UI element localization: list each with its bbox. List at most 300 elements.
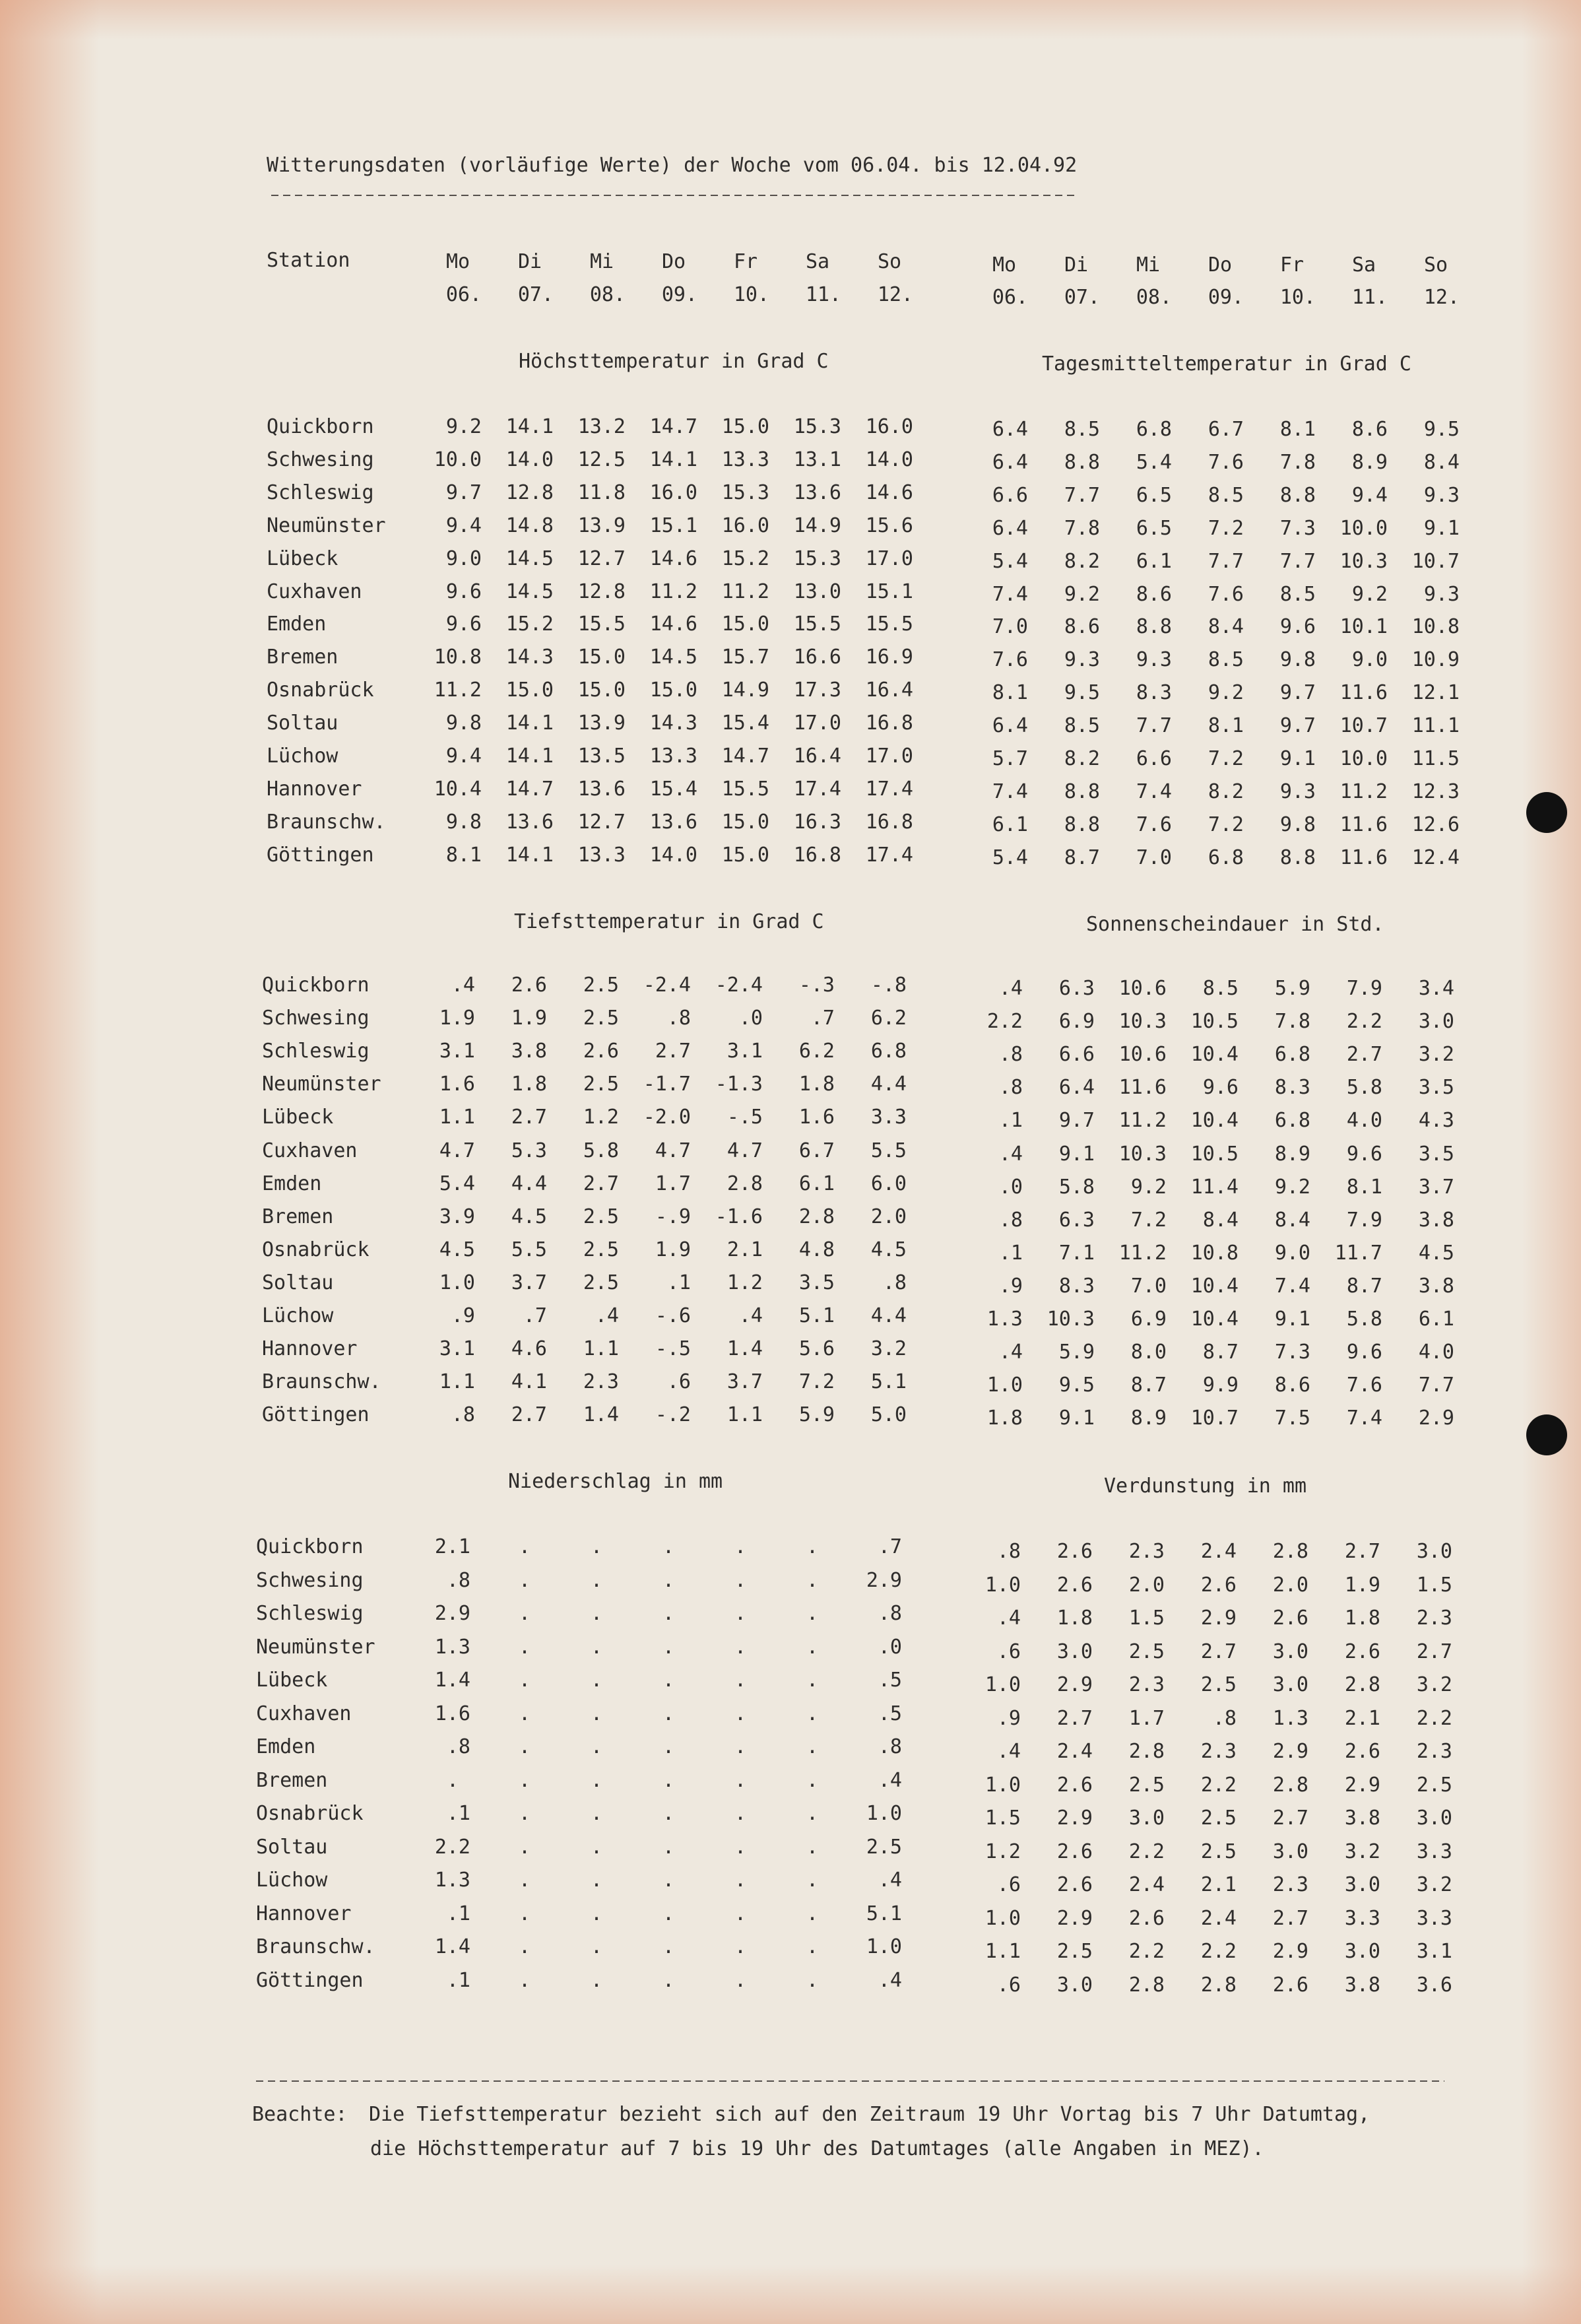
value-cell: 6.9: [1130, 1308, 1167, 1331]
value-cell: .: [806, 1669, 818, 1692]
value-cell: .8: [996, 1540, 1021, 1563]
weekday-header: Di: [518, 250, 542, 273]
station-label: Bremen: [267, 646, 339, 669]
value-cell: .0: [738, 1007, 763, 1030]
value-cell: .: [518, 1835, 531, 1859]
value-cell: 10.4: [434, 777, 482, 801]
value-cell: .: [662, 1768, 674, 1792]
value-cell: 13.9: [577, 514, 626, 537]
value-cell: 1.8: [1056, 1607, 1093, 1630]
value-cell: .: [806, 1635, 818, 1659]
value-cell: .: [734, 1835, 746, 1859]
value-cell: 8.9: [1274, 1142, 1310, 1166]
value-cell: 13.3: [649, 745, 697, 768]
value-cell: 3.2: [1344, 1840, 1380, 1863]
section-title-verdunstung: Verdunstung in mm: [1104, 1475, 1307, 1498]
value-cell: 17.4: [865, 843, 913, 867]
value-cell: 14.6: [649, 547, 697, 570]
station-label: Braunschw.: [267, 810, 386, 834]
value-cell: .: [518, 1535, 531, 1558]
value-cell: 9.1: [1423, 516, 1460, 540]
value-cell: 6.6: [1136, 747, 1172, 770]
document-title: Witterungsdaten (vorläufige Werte) der Woche vom 06.04. bis 12.04.92: [267, 154, 1078, 177]
value-cell: 2.5: [1416, 1773, 1452, 1797]
value-cell: 8.7: [1202, 1341, 1239, 1364]
value-cell: 5.1: [870, 1370, 907, 1394]
value-cell: .8: [998, 1208, 1023, 1232]
value-cell: 14.3: [505, 646, 554, 669]
value-cell: 9.7: [1279, 681, 1316, 705]
value-cell: .6: [666, 1370, 691, 1394]
weekday-header: Do: [1208, 253, 1233, 277]
value-cell: 14.3: [649, 712, 697, 735]
value-cell: 9.6: [445, 613, 482, 636]
value-cell: 2.1: [1344, 1706, 1380, 1730]
value-cell: 5.5: [511, 1238, 547, 1261]
value-cell: 16.3: [793, 810, 841, 834]
value-cell: 2.7: [583, 1172, 619, 1195]
value-cell: .1: [446, 1968, 470, 1992]
value-cell: 9.0: [445, 547, 482, 570]
value-cell: 9.2: [1064, 582, 1100, 606]
value-cell: 2.8: [1200, 1973, 1237, 1997]
value-cell: 2.9: [1344, 1773, 1380, 1797]
value-cell: 14.1: [649, 448, 697, 471]
value-cell: 10.7: [1190, 1407, 1239, 1430]
value-cell: 1.1: [439, 1106, 475, 1129]
value-cell: .7: [878, 1535, 902, 1558]
value-cell: 6.2: [798, 1040, 835, 1063]
value-cell: 2.6: [1200, 1573, 1237, 1597]
value-cell: 3.5: [798, 1271, 835, 1294]
value-cell: 1.9: [511, 1007, 547, 1030]
value-cell: 11.4: [1190, 1175, 1239, 1199]
value-cell: 3.6: [1416, 1973, 1452, 1997]
section-title-sonnenscheindauer: Sonnenscheindauer in Std.: [1086, 913, 1384, 936]
value-cell: 1.0: [984, 1673, 1021, 1696]
value-cell: 8.4: [1202, 1208, 1239, 1232]
footer-divider-line: [256, 2080, 1444, 2082]
value-cell: .: [734, 1568, 746, 1592]
value-cell: 15.1: [865, 580, 913, 603]
value-cell: 11.2: [721, 580, 769, 603]
value-cell: 11.6: [1339, 846, 1388, 869]
station-label: Schleswig: [267, 481, 374, 504]
value-cell: 2.8: [726, 1172, 763, 1195]
date-header: 09.: [1208, 286, 1244, 309]
value-cell: 11.2: [1339, 780, 1388, 803]
value-cell: .4: [996, 1607, 1021, 1630]
value-cell: -1.3: [715, 1073, 763, 1096]
value-cell: 10.4: [1190, 1308, 1239, 1331]
value-cell: 3.0: [1344, 1940, 1380, 1963]
weekday-header: Mi: [590, 250, 614, 273]
value-cell: 2.9: [1056, 1906, 1093, 1930]
value-cell: 2.5: [583, 1073, 619, 1096]
value-cell: 10.3: [1118, 1142, 1167, 1166]
value-cell: 11.8: [577, 481, 626, 504]
value-cell: 9.6: [445, 580, 482, 603]
weekday-header: Mo: [992, 253, 1017, 277]
station-column-header: Station: [267, 249, 350, 272]
value-cell: 14.5: [505, 580, 554, 603]
value-cell: 2.9: [1056, 1673, 1093, 1696]
value-cell: 8.4: [1423, 450, 1460, 474]
value-cell: .: [590, 1735, 602, 1758]
value-cell: 2.2: [1200, 1940, 1237, 1963]
value-cell: 2.6: [1272, 1973, 1308, 1997]
value-cell: .: [518, 1902, 531, 1925]
value-cell: 14.1: [505, 712, 554, 735]
value-cell: 2.6: [1056, 1773, 1093, 1797]
value-cell: 8.8: [1064, 450, 1100, 474]
station-label: Lübeck: [256, 1669, 328, 1692]
value-cell: 2.8: [1128, 1740, 1165, 1763]
value-cell: 4.4: [870, 1304, 907, 1327]
value-cell: 8.3: [1058, 1274, 1095, 1298]
value-cell: 13.3: [721, 448, 769, 471]
value-cell: 15.4: [649, 777, 697, 801]
value-cell: 12.8: [505, 481, 554, 504]
value-cell: 2.7: [511, 1403, 547, 1427]
value-cell: 3.8: [1418, 1274, 1454, 1298]
weekday-header: Fr: [1280, 253, 1305, 277]
weekday-header: So: [1424, 253, 1448, 277]
value-cell: 16.8: [865, 810, 913, 834]
value-cell: 17.0: [865, 745, 913, 768]
value-cell: .: [518, 1802, 531, 1825]
value-cell: .: [518, 1669, 531, 1692]
value-cell: .: [734, 1702, 746, 1725]
value-cell: 5.5: [870, 1139, 907, 1162]
value-cell: 2.9: [1272, 1740, 1308, 1763]
value-cell: 2.6: [511, 974, 547, 997]
value-cell: 15.2: [505, 613, 554, 636]
value-cell: 1.4: [583, 1403, 619, 1427]
station-label: Schleswig: [262, 1040, 370, 1063]
value-cell: .: [662, 1568, 674, 1592]
value-cell: 1.0: [986, 1374, 1023, 1397]
value-cell: 11.2: [1118, 1241, 1167, 1265]
date-header: 12.: [1423, 286, 1460, 309]
value-cell: 15.5: [577, 613, 626, 636]
value-cell: 7.8: [1279, 450, 1316, 474]
value-cell: 3.3: [1344, 1906, 1380, 1930]
value-cell: -1.6: [715, 1205, 763, 1228]
value-cell: 7.7: [1136, 714, 1172, 738]
value-cell: 13.9: [577, 712, 626, 735]
value-cell: 11.7: [1334, 1241, 1382, 1265]
value-cell: 2.3: [1416, 1740, 1452, 1763]
value-cell: .: [734, 1768, 746, 1792]
value-cell: .6: [996, 1640, 1021, 1663]
value-cell: 13.6: [793, 481, 841, 504]
value-cell: .: [662, 1602, 674, 1625]
punch-hole: [1526, 792, 1567, 833]
station-label: Soltau: [267, 712, 339, 735]
value-cell: 5.8: [1346, 1076, 1382, 1100]
value-cell: 15.5: [721, 777, 769, 801]
station-label: Göttingen: [262, 1403, 370, 1427]
station-label: Lüchow: [262, 1304, 334, 1327]
value-cell: 1.1: [984, 1940, 1021, 1963]
value-cell: .: [734, 1869, 746, 1892]
value-cell: 2.2: [1200, 1773, 1237, 1797]
station-label: Bremen: [262, 1205, 334, 1228]
value-cell: .0: [878, 1635, 902, 1659]
value-cell: .1: [998, 1241, 1023, 1265]
value-cell: 6.6: [1058, 1043, 1095, 1067]
value-cell: .: [590, 1768, 602, 1792]
value-cell: .8: [446, 1735, 470, 1758]
value-cell: 9.2: [445, 415, 482, 438]
value-cell: .: [806, 1902, 818, 1925]
value-cell: 8.7: [1346, 1274, 1382, 1298]
value-cell: 8.7: [1064, 846, 1100, 869]
value-cell: 2.6: [583, 1040, 619, 1063]
value-cell: .1: [446, 1902, 470, 1925]
value-cell: 1.1: [439, 1370, 475, 1394]
value-cell: 7.7: [1279, 549, 1316, 573]
value-cell: 7.8: [1274, 1010, 1310, 1034]
value-cell: 6.5: [1136, 483, 1172, 507]
value-cell: 9.0: [1274, 1241, 1310, 1265]
value-cell: .: [590, 1602, 602, 1625]
value-cell: 1.6: [439, 1073, 475, 1096]
value-cell: .: [518, 1635, 531, 1659]
value-cell: 9.3: [1136, 648, 1172, 672]
value-cell: 5.8: [1058, 1175, 1095, 1199]
value-cell: 9.0: [1351, 648, 1388, 672]
value-cell: 6.5: [1136, 516, 1172, 540]
value-cell: 7.6: [992, 648, 1028, 672]
note-line-1: Die Tiefsttemperatur bezieht sich auf den Zeitraum 19 Uhr Vortag bis 7 Uhr Datumtag,: [369, 2103, 1371, 2126]
value-cell: 9.2: [1274, 1175, 1310, 1199]
value-cell: .: [806, 1935, 818, 1958]
date-header: 08.: [589, 283, 626, 306]
value-cell: 2.5: [866, 1835, 902, 1859]
value-cell: 1.0: [984, 1906, 1021, 1930]
value-cell: 11.6: [1339, 681, 1388, 705]
value-cell: 3.2: [1418, 1043, 1454, 1067]
value-cell: 3.5: [1418, 1142, 1454, 1166]
value-cell: 8.6: [1136, 582, 1172, 606]
value-cell: 3.4: [1418, 977, 1454, 1000]
value-cell: 8.5: [1208, 648, 1244, 672]
value-cell: 12.7: [577, 810, 626, 834]
value-cell: 3.0: [1344, 1873, 1380, 1896]
value-cell: .: [662, 1802, 674, 1825]
value-cell: 2.1: [726, 1238, 763, 1261]
value-cell: 2.7: [1272, 1906, 1308, 1930]
value-cell: 7.4: [992, 780, 1028, 803]
value-cell: .: [446, 1768, 459, 1792]
value-cell: 16.6: [793, 646, 841, 669]
value-cell: 10.5: [1190, 1010, 1239, 1034]
value-cell: 8.9: [1351, 450, 1388, 474]
value-cell: 2.0: [1128, 1573, 1165, 1597]
value-cell: 3.8: [1344, 1973, 1380, 1997]
value-cell: 1.3: [434, 1869, 470, 1892]
value-cell: 3.3: [1416, 1906, 1452, 1930]
station-label: Lübeck: [267, 547, 339, 570]
value-cell: .7: [810, 1007, 835, 1030]
value-cell: 3.8: [1418, 1208, 1454, 1232]
station-label: Lüchow: [267, 745, 339, 768]
value-cell: 2.6: [1272, 1607, 1308, 1630]
value-cell: .: [806, 1568, 818, 1592]
value-cell: 2.5: [583, 1007, 619, 1030]
value-cell: 10.4: [1190, 1109, 1239, 1133]
value-cell: 9.8: [1279, 648, 1316, 672]
value-cell: .: [662, 1535, 674, 1558]
value-cell: 2.5: [1128, 1640, 1165, 1663]
station-label: Hannover: [262, 1337, 358, 1361]
value-cell: 3.0: [1272, 1640, 1308, 1663]
value-cell: 2.4: [1200, 1906, 1237, 1930]
value-cell: 1.6: [434, 1702, 470, 1725]
value-cell: 8.2: [1064, 747, 1100, 770]
value-cell: 13.2: [577, 415, 626, 438]
station-label: Schwesing: [267, 448, 374, 471]
section-title-hoechsttemperatur: Höchsttemperatur in Grad C: [519, 350, 829, 373]
value-cell: 1.4: [434, 1669, 470, 1692]
value-cell: 1.0: [984, 1573, 1021, 1597]
value-cell: 8.8: [1064, 813, 1100, 836]
date-header: 11.: [1351, 286, 1388, 309]
value-cell: 13.6: [577, 777, 626, 801]
value-cell: 2.8: [1272, 1773, 1308, 1797]
value-cell: 8.5: [1208, 483, 1244, 507]
value-cell: 10.4: [1190, 1043, 1239, 1067]
value-cell: 9.5: [1423, 418, 1460, 441]
value-cell: 8.4: [1208, 615, 1244, 639]
value-cell: 13.0: [793, 580, 841, 603]
value-cell: 11.2: [434, 679, 482, 702]
value-cell: 1.4: [726, 1337, 763, 1361]
value-cell: .0: [998, 1175, 1023, 1199]
value-cell: 4.7: [726, 1139, 763, 1162]
value-cell: 1.8: [798, 1073, 835, 1096]
value-cell: 8.6: [1274, 1374, 1310, 1397]
value-cell: .8: [446, 1568, 470, 1592]
value-cell: 5.9: [1274, 977, 1310, 1000]
title-divider-line: [271, 195, 1077, 196]
value-cell: 10.9: [1411, 648, 1460, 672]
value-cell: 3.7: [511, 1271, 547, 1294]
value-cell: 2.7: [1344, 1540, 1380, 1563]
value-cell: 17.3: [793, 679, 841, 702]
value-cell: 2.5: [583, 974, 619, 997]
value-cell: .: [806, 1768, 818, 1792]
value-cell: .5: [878, 1669, 902, 1692]
value-cell: 9.6: [1346, 1341, 1382, 1364]
value-cell: 7.6: [1208, 582, 1244, 606]
value-cell: 1.8: [1344, 1607, 1380, 1630]
station-label: Göttingen: [256, 1968, 364, 1992]
date-header: 12.: [877, 283, 913, 306]
station-label: Osnabrück: [262, 1238, 370, 1261]
value-cell: 7.3: [1274, 1341, 1310, 1364]
value-cell: 14.7: [721, 745, 769, 768]
value-cell: 7.6: [1208, 450, 1244, 474]
value-cell: 1.0: [439, 1271, 475, 1294]
value-cell: .: [806, 1968, 818, 1992]
station-label: Quickborn: [267, 415, 374, 438]
value-cell: 15.6: [865, 514, 913, 537]
station-label: Schleswig: [256, 1602, 364, 1625]
value-cell: 6.7: [798, 1139, 835, 1162]
value-cell: 2.4: [1128, 1873, 1165, 1896]
value-cell: 14.5: [649, 646, 697, 669]
value-cell: 6.2: [870, 1007, 907, 1030]
value-cell: 16.0: [649, 481, 697, 504]
value-cell: 7.2: [798, 1370, 835, 1394]
station-label: Osnabrück: [256, 1802, 364, 1825]
value-cell: 6.8: [1136, 418, 1172, 441]
value-cell: 14.9: [793, 514, 841, 537]
value-cell: .: [590, 1869, 602, 1892]
value-cell: 6.4: [1058, 1076, 1095, 1100]
value-cell: 3.8: [1344, 1807, 1380, 1830]
value-cell: .: [590, 1535, 602, 1558]
value-cell: -2.4: [643, 974, 691, 997]
value-cell: 13.3: [577, 843, 626, 867]
value-cell: 9.4: [445, 514, 482, 537]
value-cell: 16.0: [721, 514, 769, 537]
value-cell: 4.0: [1346, 1109, 1382, 1133]
value-cell: 6.6: [992, 483, 1028, 507]
value-cell: 1.0: [984, 1773, 1021, 1797]
value-cell: 4.5: [870, 1238, 907, 1261]
value-cell: 15.5: [793, 613, 841, 636]
value-cell: 14.7: [505, 777, 554, 801]
value-cell: 3.7: [1418, 1175, 1454, 1199]
value-cell: .: [662, 1635, 674, 1659]
value-cell: 2.7: [655, 1040, 691, 1063]
value-cell: 1.0: [866, 1802, 902, 1825]
value-cell: 1.2: [984, 1840, 1021, 1863]
value-cell: 7.5: [1274, 1407, 1310, 1430]
value-cell: 7.0: [1130, 1274, 1167, 1298]
value-cell: 9.7: [1058, 1109, 1095, 1133]
value-cell: 5.4: [992, 846, 1028, 869]
value-cell: -.6: [655, 1304, 691, 1327]
section-title-tagesmitteltemperatur: Tagesmitteltemperatur in Grad C: [1042, 352, 1411, 376]
value-cell: 17.4: [865, 777, 913, 801]
weekday-header: Sa: [806, 250, 830, 273]
value-cell: 15.5: [865, 613, 913, 636]
value-cell: 2.5: [1128, 1773, 1165, 1797]
value-cell: 14.6: [865, 481, 913, 504]
value-cell: .: [518, 1702, 531, 1725]
value-cell: 3.2: [1416, 1873, 1452, 1896]
value-cell: 7.2: [1130, 1208, 1167, 1232]
station-label: Schwesing: [256, 1568, 364, 1592]
value-cell: 10.3: [1118, 1010, 1167, 1034]
value-cell: 8.5: [1064, 418, 1100, 441]
date-header: 07.: [517, 283, 554, 306]
value-cell: 6.8: [1274, 1109, 1310, 1133]
value-cell: 7.0: [992, 615, 1028, 639]
value-cell: 8.6: [1351, 418, 1388, 441]
value-cell: 1.4: [434, 1935, 470, 1958]
value-cell: -.8: [870, 974, 907, 997]
value-cell: 8.5: [1202, 977, 1239, 1000]
value-cell: .8: [1212, 1706, 1237, 1730]
value-cell: 1.1: [726, 1403, 763, 1427]
value-cell: 2.5: [583, 1238, 619, 1261]
